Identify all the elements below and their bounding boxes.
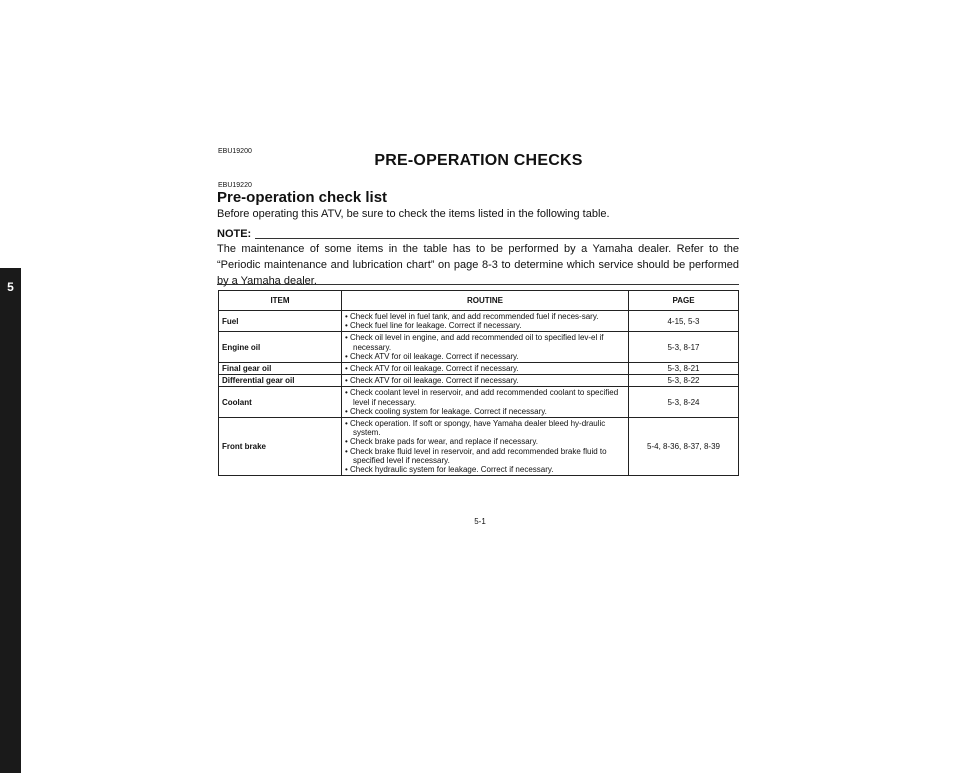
routine-step: • Check operation. If soft or spongy, have Yamaha dealer bleed hy-draulic system. (345, 419, 606, 438)
routine-step: • Check hydraulic system for leakage. Correct if necessary. (345, 465, 554, 475)
routine-step: • Check coolant level in reservoir, and add recommended coolant to specified level if necessary. (345, 388, 619, 407)
note-text: The maintenance of some items in the table has to be performed by a Yamaha dealer. Refer to the “Periodic maintenance and lubrication chart” on page 8-3 to determine which service should be performed by a Yamaha dealer. (217, 243, 739, 287)
routine-step: • Check brake pads for wear, and replace if necessary. (345, 437, 538, 447)
routine-cell (342, 332, 629, 363)
routine-step: • Check brake fluid level in reservoir, and add recommended brake fluid to specified level if necessary. (345, 446, 607, 465)
page-ref-cell: 5-3, 8-24 (629, 387, 739, 418)
table-body (219, 311, 739, 476)
item-cell: Engine oil (219, 332, 342, 363)
page-ref-cell: 5-3, 8-17 (629, 332, 739, 363)
item-cell: Differential gear oil (219, 375, 342, 387)
item-cell: Front brake (219, 418, 342, 476)
routine-step: • Check fuel line for leakage. Correct if necessary. (345, 321, 522, 331)
routine-cell (342, 387, 629, 418)
chapter-number: 5 (7, 280, 14, 294)
item-cell: Fuel (219, 311, 342, 332)
table-row (219, 363, 739, 375)
note-divider (255, 238, 739, 239)
routine-cell (342, 363, 629, 375)
routine-cell (342, 311, 629, 332)
pre-operation-check-table (218, 290, 739, 476)
page-ref-cell: 5-3, 8-21 (629, 363, 739, 375)
note-label: NOTE: (217, 228, 252, 240)
page-ref-cell: 5-3, 8-22 (629, 375, 739, 387)
header-routine: ROUTINE (342, 291, 629, 311)
header-page: PAGE (629, 291, 739, 311)
routine-step: • Check cooling system for leakage. Correct if necessary. (345, 406, 547, 416)
intro-paragraph: Before operating this ATV, be sure to check the items listed in the following table. (217, 208, 610, 220)
note-end-divider (217, 284, 739, 285)
page-ref-cell: 5-4, 8-36, 8-37, 8-39 (629, 418, 739, 476)
table-header-row (219, 291, 739, 311)
table-row (219, 375, 739, 387)
routine-step: • Check ATV for oil leakage. Correct if necessary. (345, 376, 519, 386)
page-title: PRE-OPERATION CHECKS (374, 152, 583, 169)
routine-step: • Check ATV for oil leakage. Correct if necessary. (345, 351, 519, 361)
table-row (219, 387, 739, 418)
header-item: ITEM (219, 291, 342, 311)
routine-step: • Check fuel level in fuel tank, and add recommended fuel if neces-sary. (345, 312, 599, 321)
table-row (219, 311, 739, 332)
table-row (219, 418, 739, 476)
item-cell: Final gear oil (219, 363, 342, 375)
section-heading: Pre-operation check list (217, 189, 388, 206)
routine-cell (342, 375, 629, 387)
page-ref-cell: 4-15, 5-3 (629, 311, 739, 332)
routine-step: • Check oil level in engine, and add recommended oil to specified lev-el if necessary. (345, 333, 604, 352)
routine-step: • Check ATV for oil leakage. Correct if necessary. (345, 364, 519, 374)
subsection-code: EBU19220 (218, 182, 252, 189)
table-row (219, 332, 739, 363)
item-cell: Coolant (219, 387, 342, 418)
page-number: 5-1 (474, 517, 486, 526)
routine-cell (342, 418, 629, 476)
section-code: EBU19200 (218, 148, 252, 155)
